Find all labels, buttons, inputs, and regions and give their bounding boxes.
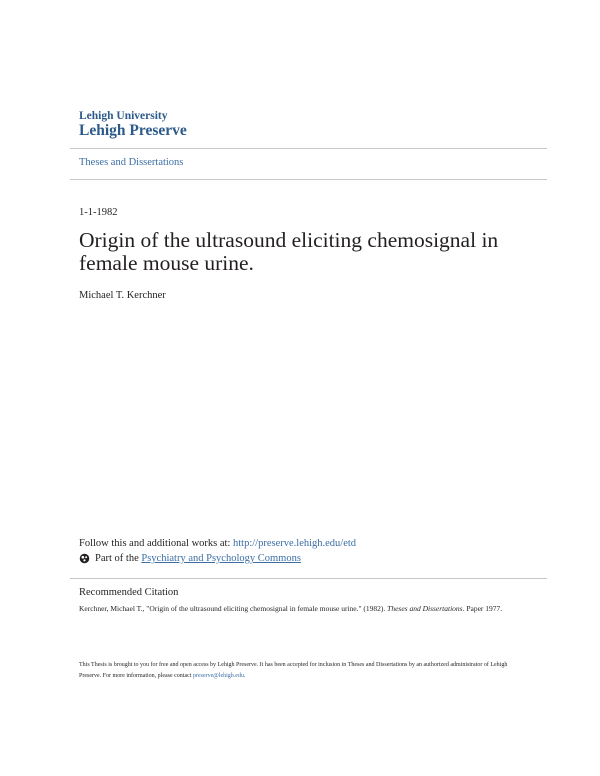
access-notice (79, 660, 519, 682)
network-icon (79, 553, 90, 564)
follow-prefix: Follow this and additional works at: (79, 538, 233, 549)
citation-main: Kerchner, Michael T., "Origin of the ultrasound eliciting chemosignal in female mouse urine." (1982). (79, 604, 388, 613)
citation-text (79, 603, 529, 614)
repository-name[interactable]: Lehigh Preserve (79, 122, 187, 139)
notice-end: . (243, 673, 246, 679)
etd-link[interactable]: http://preserve.lehigh.edu/etd (233, 538, 357, 549)
contact-email-link[interactable]: preserve@lehigh.edu (192, 673, 244, 679)
author-name: Michael T. Kerchner (79, 290, 166, 301)
recommended-citation-heading: Recommended Citation (79, 587, 179, 598)
follow-line (79, 538, 356, 549)
divider-citation (70, 578, 547, 579)
divider-top (70, 148, 547, 149)
part-of-line (79, 553, 301, 564)
document-title: Origin of the ultrasound eliciting chemosignal in female mouse urine. (79, 228, 499, 275)
divider-bottom (70, 179, 547, 180)
collection-link[interactable]: Theses and Dissertations (79, 157, 184, 168)
citation-series: Theses and Dissertations (387, 604, 463, 613)
notice-text: This Thesis is brought to you for free and open access by Lehigh Preserve. It has been accepted for inclusion in Theses and Dissertations by an authorized administrator of Lehigh Preserve. For more information, please contact (79, 662, 508, 679)
part-of-prefix: Part of the (95, 553, 142, 564)
publication-date: 1-1-1982 (79, 207, 118, 218)
commons-link[interactable]: Psychiatry and Psychology Commons (141, 553, 301, 564)
institution-name: Lehigh University (79, 110, 168, 122)
citation-tail: . Paper 1977. (462, 604, 503, 613)
